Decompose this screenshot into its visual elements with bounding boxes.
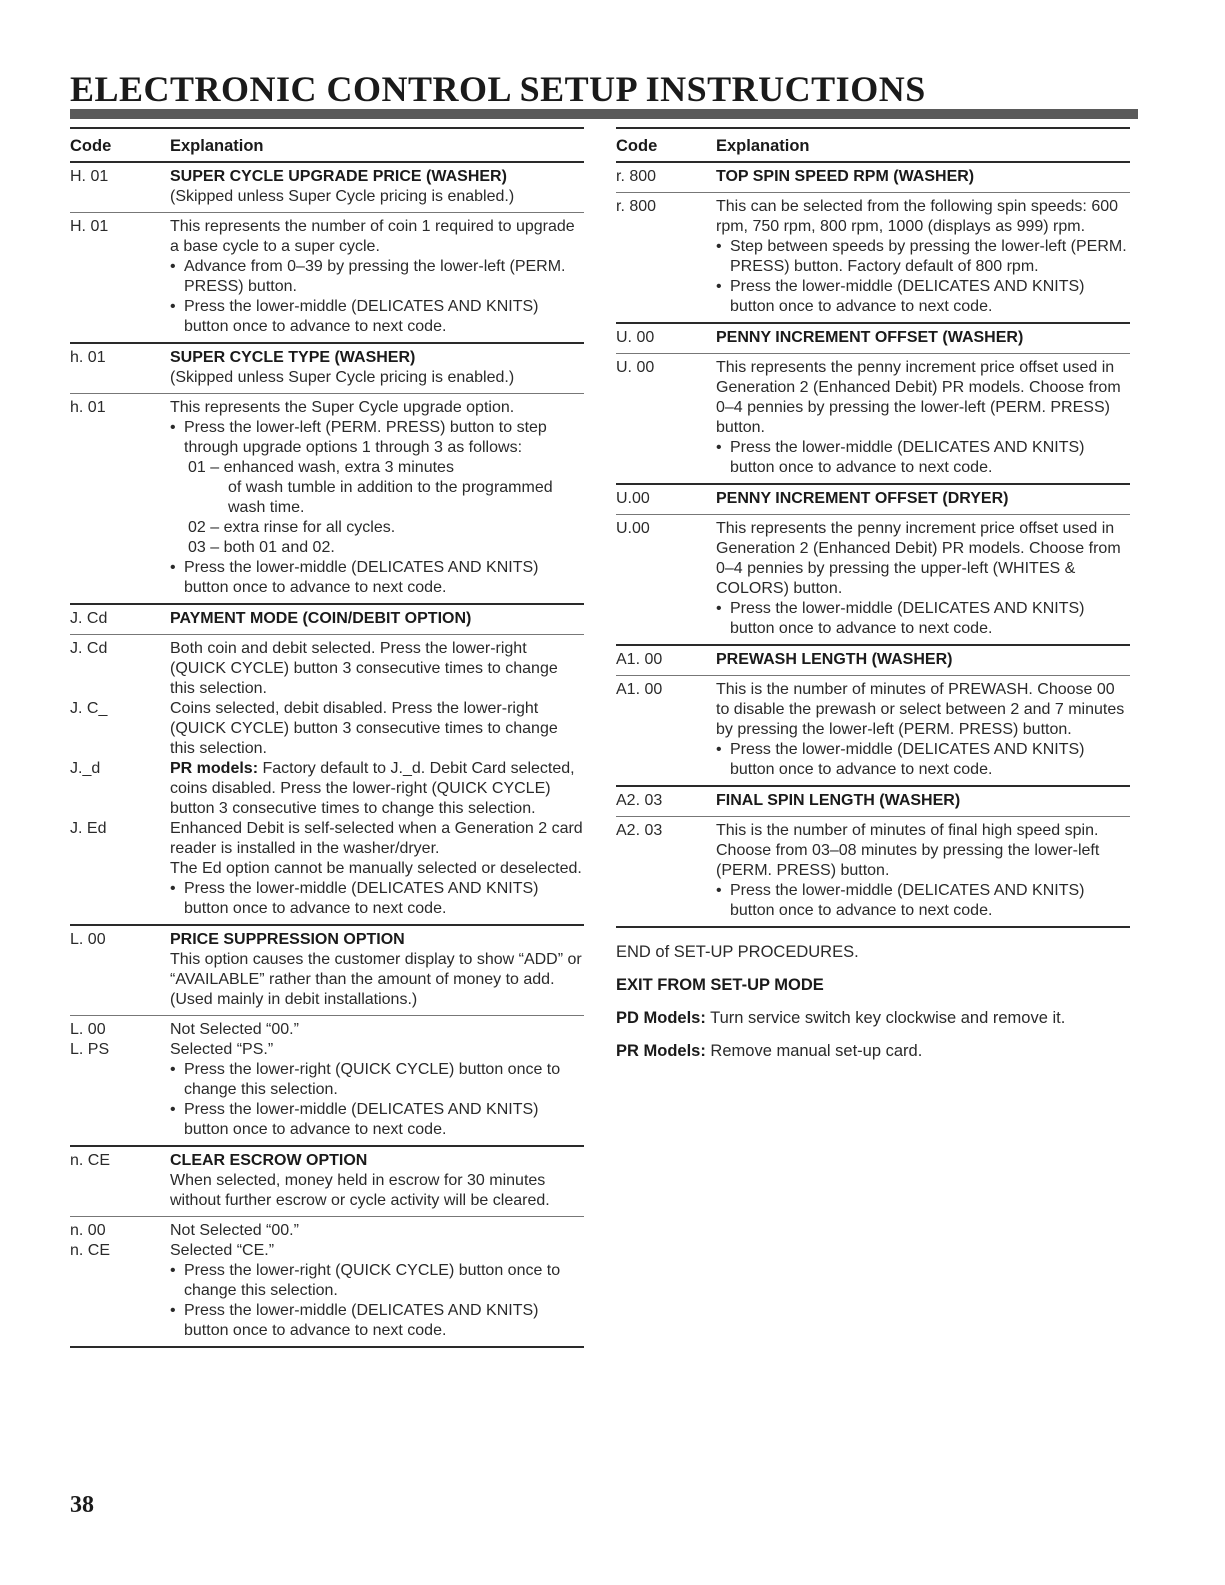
exit-heading: EXIT FROM SET-UP MODE: [616, 976, 824, 994]
table-row: [616, 515, 1130, 646]
table-row: [616, 163, 1130, 193]
row-text: This represents the Super Cycle upgrade option.: [170, 399, 515, 416]
table-row: [616, 354, 1130, 485]
sub-row: [70, 819, 584, 919]
explanation-cell: [170, 819, 584, 919]
pd-text: Turn service switch key clockwise and remove it.: [705, 1009, 1066, 1027]
code-cell: r. 800: [616, 198, 657, 215]
table-row: [616, 676, 1130, 787]
bullet-item: • Press the lower-middle (DELICATES AND KNITS) button once to advance to next code.: [716, 438, 1130, 478]
bullet-item: • Press the lower-middle (DELICATES AND KNITS) button once to advance to next code.: [716, 881, 1130, 921]
row-note: (Skipped unless Super Cycle pricing is enabled.): [170, 369, 515, 386]
explanation-cell: [170, 609, 584, 629]
row-note: (Skipped unless Super Cycle pricing is enabled.): [170, 188, 515, 205]
row-text: Enhanced Debit is self-selected when a Generation 2 card reader is installed in the washer/dryer.: [170, 820, 583, 857]
explanation-cell: [170, 930, 584, 1010]
table-row: [70, 344, 584, 394]
code-cell: H. 01: [70, 218, 109, 235]
table-row-group: [70, 1016, 584, 1147]
code-cell: n. 00: [70, 1222, 106, 1239]
code-cell: L. PS: [70, 1041, 110, 1058]
pd-models-line: [616, 1008, 1130, 1029]
code-cell: L. 00: [70, 931, 106, 948]
pd-label: PD Models:: [616, 1009, 706, 1027]
row-heading: TOP SPIN SPEED RPM (WASHER): [716, 168, 975, 185]
bullet-item: • Press the lower-middle (DELICATES AND KNITS) button once to advance to next code.: [170, 1301, 584, 1341]
explanation-cell: [170, 348, 584, 388]
explanation-cell: [170, 759, 584, 819]
option-item: 03 – both 01 and 02.: [188, 539, 335, 556]
explanation-header: Explanation: [716, 137, 810, 155]
code-cell: U. 00: [616, 329, 655, 346]
table-header: [70, 127, 584, 163]
row-text: The Ed option cannot be manually selected or deselected.: [170, 860, 582, 877]
explanation-cell: [716, 821, 1130, 921]
explanation-cell: [716, 680, 1130, 780]
page-title: ELECTRONIC CONTROL SETUP INSTRUCTIONS: [70, 69, 926, 109]
explanation-cell: Not Selected “00.”: [170, 1222, 299, 1239]
code-cell: U.00: [616, 520, 650, 537]
explanation-cell: [170, 217, 584, 337]
pr-text: Remove manual set-up card.: [705, 1042, 923, 1060]
bullet-item: • Advance from 0–39 by pressing the lower-left (PERM. PRESS) button.: [170, 257, 584, 297]
explanation-cell: [716, 519, 1130, 639]
page-number: 38: [70, 1492, 94, 1518]
title-rule: [70, 109, 1138, 119]
row-text: This is the number of minutes of final high speed spin. Choose from 03–08 minutes by pressing the lower-left (PERM. PRESS) button.: [716, 822, 1100, 879]
explanation-cell: [716, 328, 1130, 348]
code-cell: U. 00: [616, 359, 655, 376]
sub-row: [70, 1241, 584, 1341]
code-cell: n. CE: [70, 1242, 111, 1259]
row-heading: FINAL SPIN LENGTH (WASHER): [716, 792, 961, 809]
code-cell: J. Cd: [70, 610, 108, 627]
code-cell: n. CE: [70, 1152, 111, 1169]
explanation-cell: [716, 791, 1130, 811]
explanation-cell: [716, 489, 1130, 509]
bullet-item: • Press the lower-middle (DELICATES AND KNITS) button once to advance to next code.: [170, 297, 584, 337]
option-continuation: of wash tumble in addition to the programmed wash time.: [228, 479, 553, 516]
row-text: This represents the penny increment price offset used in Generation 2 (Enhanced Debit) PR models. Choose from 0–4 pennies by pressing the lower-left (PERM. PRESS) button.: [716, 359, 1121, 436]
sub-row: [70, 759, 584, 819]
bullet-item: • Press the lower-left (PERM. PRESS) button to step through upgrade options 1 through 3 as follows:: [170, 418, 584, 458]
code-cell: h. 01: [70, 399, 106, 416]
explanation-header: Explanation: [170, 137, 264, 155]
sub-row: [70, 1040, 584, 1140]
row-heading: PENNY INCREMENT OFFSET (DRYER): [716, 490, 1009, 507]
sub-row: [70, 699, 584, 759]
bullet-item: • Press the lower-middle (DELICATES AND KNITS) button once to advance to next code.: [170, 879, 584, 919]
code-cell: L. 00: [70, 1021, 106, 1038]
table-row: [616, 787, 1130, 817]
end-text: END of SET-UP PROCEDURES.: [616, 943, 859, 961]
row-text: This option causes the customer display to show “ADD” or “AVAILABLE” rather than the amount of money to add. (Used mainly in debit installations.): [170, 951, 582, 1008]
table-row: [616, 646, 1130, 676]
explanation-cell: Both coin and debit selected. Press the lower-right (QUICK CYCLE) button 3 consecutive times to change this selection.: [170, 640, 558, 697]
option-item: 01 – enhanced wash, extra 3 minutes: [188, 459, 454, 476]
code-cell: J. Ed: [70, 820, 107, 837]
row-text: This represents the number of coin 1 required to upgrade a base cycle to a super cycle.: [170, 218, 575, 255]
table-row-group: [70, 635, 584, 926]
code-cell: A1. 00: [616, 681, 663, 698]
option-item: 02 – extra rinse for all cycles.: [188, 519, 396, 536]
row-text: This is the number of minutes of PREWASH. Choose 00 to disable the prewash or select between 2 and 7 minutes by pressing the lower-left (PERM. PRESS) button.: [716, 681, 1125, 738]
row-heading: PAYMENT MODE (COIN/DEBIT OPTION): [170, 610, 472, 627]
explanation-cell: [170, 1151, 584, 1211]
explanation-cell: [716, 197, 1130, 317]
closing-section: [616, 942, 1130, 1062]
code-cell: H. 01: [70, 168, 109, 185]
explanation-cell: [716, 650, 1130, 670]
row-text: This represents the penny increment price offset used in Generation 2 (Enhanced Debit) PR models. Choose from 0–4 pennies by pressing the upper-left (WHITES & COLORS) button.: [716, 520, 1121, 597]
table-row: [616, 817, 1130, 928]
table-row-group: [70, 1217, 584, 1348]
row-heading: CLEAR ESCROW OPTION: [170, 1152, 368, 1169]
right-table: [616, 127, 1130, 1074]
explanation-cell: [170, 398, 584, 598]
bullet-item: • Press the lower-middle (DELICATES AND KNITS) button once to advance to next code.: [716, 277, 1130, 317]
explanation-cell: [170, 167, 584, 207]
row-text: Selected “PS.”: [170, 1041, 274, 1058]
table-row: [616, 324, 1130, 354]
pr-models-line: [616, 1041, 1130, 1062]
bullet-item: • Press the lower-middle (DELICATES AND KNITS) button once to advance to next code.: [716, 740, 1130, 780]
bullet-item: • Press the lower-middle (DELICATES AND KNITS) button once to advance to next code.: [170, 1100, 584, 1140]
code-cell: A1. 00: [616, 651, 663, 668]
code-cell: r. 800: [616, 168, 657, 185]
table-header: [616, 127, 1130, 163]
row-heading: PRICE SUPPRESSION OPTION: [170, 931, 405, 948]
explanation-cell: Coins selected, debit disabled. Press the lower-right (QUICK CYCLE) button 3 consecutive times to change this selection.: [170, 700, 558, 757]
table-row: [70, 394, 584, 605]
table-row: [70, 926, 584, 1016]
bullet-item: • Press the lower-middle (DELICATES AND KNITS) button once to advance to next code.: [716, 599, 1130, 639]
table-row: [70, 213, 584, 344]
bullet-item: • Step between speeds by pressing the lower-left (PERM. PRESS) button. Factory default of 800 rpm.: [716, 237, 1130, 277]
explanation-cell: [716, 167, 1130, 187]
sub-row: [70, 1020, 584, 1040]
row-heading: SUPER CYCLE TYPE (WASHER): [170, 349, 416, 366]
explanation-cell: Not Selected “00.”: [170, 1021, 299, 1038]
row-heading: PENNY INCREMENT OFFSET (WASHER): [716, 329, 1024, 346]
table-row: [70, 1147, 584, 1217]
row-text: This can be selected from the following spin speeds: 600 rpm, 750 rpm, 800 rpm, 1000 (displays as 999) rpm.: [716, 198, 1119, 235]
table-row: [70, 605, 584, 635]
table-row: [616, 485, 1130, 515]
code-cell: h. 01: [70, 349, 106, 366]
explanation-cell: [716, 358, 1130, 478]
left-table: [70, 127, 584, 1348]
code-cell: A2. 03: [616, 792, 663, 809]
models-label: PR models:: [170, 760, 259, 777]
bullet-item: • Press the lower-middle (DELICATES AND KNITS) button once to advance to next code.: [170, 558, 584, 598]
table-row: [616, 193, 1130, 324]
explanation-cell: [170, 1040, 584, 1140]
bullet-item: • Press the lower-right (QUICK CYCLE) button once to change this selection.: [170, 1060, 584, 1100]
sub-row: [70, 1221, 584, 1241]
bullet-item: • Press the lower-right (QUICK CYCLE) button once to change this selection.: [170, 1261, 584, 1301]
row-text: Selected “CE.”: [170, 1242, 275, 1259]
code-cell: J. Cd: [70, 640, 108, 657]
row-heading: SUPER CYCLE UPGRADE PRICE (WASHER): [170, 168, 507, 185]
sub-row: [70, 639, 584, 699]
code-header: Code: [616, 137, 658, 155]
code-cell: U.00: [616, 490, 650, 507]
code-cell: J._d: [70, 760, 101, 777]
row-text: When selected, money held in escrow for 30 minutes without further escrow or cycle activity will be cleared.: [170, 1172, 550, 1209]
table-row: [70, 163, 584, 213]
pr-label: PR Models:: [616, 1042, 706, 1060]
code-cell: A2. 03: [616, 822, 663, 839]
explanation-text: Factory default to J._d. Debit Card selected, coins disabled. Press the lower-right (QUICK CYCLE) button 3 consecutive times to change this selection.: [170, 760, 575, 817]
code-cell: J. C_: [70, 700, 108, 717]
explanation-cell: [170, 1241, 584, 1341]
code-header: Code: [70, 137, 112, 155]
row-heading: PREWASH LENGTH (WASHER): [716, 651, 953, 668]
